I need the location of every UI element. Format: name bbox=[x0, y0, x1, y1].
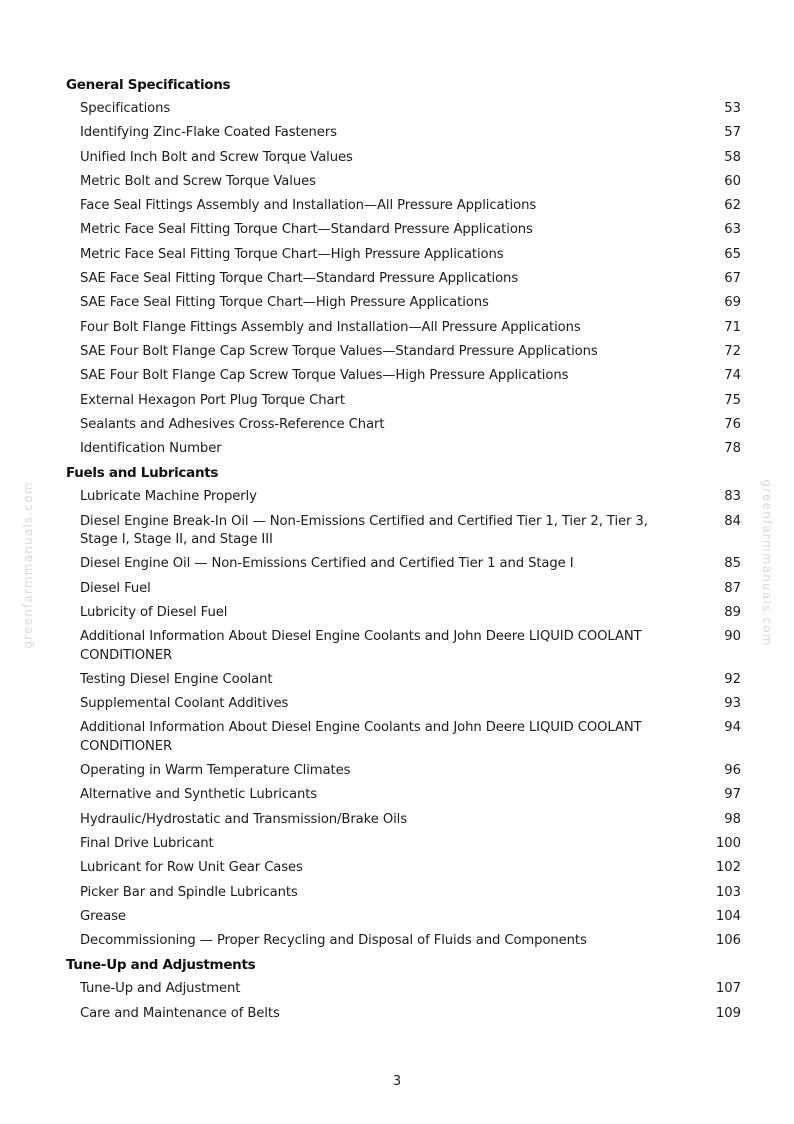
toc-entry[interactable] bbox=[80, 367, 756, 385]
toc-entry[interactable] bbox=[80, 343, 756, 361]
toc-entry-page: 92 bbox=[724, 671, 741, 687]
toc-entry[interactable] bbox=[80, 671, 756, 689]
toc-entry-title[interactable]: Diesel Engine Break-In Oil — Non-Emissions Certified and Certified Tier 1, Tier 2, Tier 3, Stage I, Stage II, and Stage III bbox=[80, 513, 648, 548]
toc-entry-page: 89 bbox=[724, 604, 741, 620]
toc-entry-page: 107 bbox=[715, 981, 741, 997]
toc-entry-title[interactable]: Metric Face Seal Fitting Torque Chart—High Pressure Applications bbox=[80, 246, 504, 262]
toc-entry-title[interactable]: Decommissioning — Proper Recycling and Disposal of Fluids and Components bbox=[80, 933, 587, 949]
toc-entry-title[interactable]: Metric Face Seal Fitting Torque Chart—Standard Pressure Applications bbox=[80, 222, 533, 238]
toc-entry[interactable] bbox=[80, 786, 756, 804]
toc-entry[interactable] bbox=[80, 859, 756, 877]
toc-entry-title[interactable]: Grease bbox=[80, 908, 126, 924]
toc-entry-page: 84 bbox=[724, 513, 741, 529]
toc-section-general-specifications bbox=[66, 76, 756, 458]
toc-entry-page: 98 bbox=[724, 811, 741, 827]
toc-entry-page: 97 bbox=[724, 787, 741, 803]
toc-entry-page: 106 bbox=[715, 933, 741, 949]
table-of-contents bbox=[66, 76, 756, 1029]
toc-entry-page: 62 bbox=[724, 198, 741, 214]
toc-entry-page: 75 bbox=[724, 392, 741, 408]
toc-entry-page: 71 bbox=[724, 319, 741, 335]
toc-entry-title[interactable]: SAE Four Bolt Flange Cap Screw Torque Values—High Pressure Applications bbox=[80, 368, 569, 384]
toc-entry[interactable] bbox=[80, 416, 756, 434]
toc-entry[interactable] bbox=[80, 294, 756, 312]
toc-entry[interactable] bbox=[80, 908, 756, 926]
toc-entry[interactable] bbox=[80, 762, 756, 780]
toc-entry-title[interactable]: Identifying Zinc-Flake Coated Fasteners bbox=[80, 125, 337, 141]
toc-entry[interactable] bbox=[80, 555, 756, 573]
toc-entry[interactable] bbox=[80, 811, 756, 829]
toc-entry-page: 69 bbox=[724, 295, 741, 311]
toc-entry-title[interactable]: Tune-Up and Adjustment bbox=[80, 981, 241, 997]
toc-entry-page: 72 bbox=[724, 343, 741, 359]
toc-entry-page: 85 bbox=[724, 556, 741, 572]
toc-entry-page: 109 bbox=[715, 1005, 741, 1021]
toc-entry-title[interactable]: Four Bolt Flange Fittings Assembly and Installation—All Pressure Applications bbox=[80, 319, 581, 335]
toc-entry-title[interactable]: Picker Bar and Spindle Lubricants bbox=[80, 884, 298, 900]
toc-entry-page: 58 bbox=[724, 149, 741, 165]
toc-entry-page: 83 bbox=[724, 489, 741, 505]
toc-entry-page: 102 bbox=[715, 860, 741, 876]
toc-entry[interactable] bbox=[80, 628, 756, 665]
toc-entry[interactable] bbox=[80, 513, 756, 550]
toc-entry-page: 96 bbox=[724, 763, 741, 779]
toc-entry-page: 74 bbox=[724, 368, 741, 384]
toc-entry[interactable] bbox=[80, 173, 756, 191]
toc-entry-page: 67 bbox=[724, 271, 741, 287]
toc-entry-title[interactable]: External Hexagon Port Plug Torque Chart bbox=[80, 392, 345, 408]
toc-entry-title[interactable]: Final Drive Lubricant bbox=[80, 835, 214, 851]
toc-entry-page: 104 bbox=[715, 908, 741, 924]
toc-entry-title[interactable]: Metric Bolt and Screw Torque Values bbox=[80, 173, 316, 189]
toc-entry-title[interactable]: Additional Information About Diesel Engine Coolants and John Deere LIQUID COOLANT CONDITIONER bbox=[80, 720, 642, 754]
toc-entry[interactable] bbox=[80, 884, 756, 902]
toc-entry[interactable] bbox=[80, 604, 756, 622]
toc-entry-page: 100 bbox=[715, 835, 741, 851]
toc-entry-title[interactable]: Hydraulic/Hydrostatic and Transmission/Brake Oils bbox=[80, 811, 408, 827]
toc-entry[interactable] bbox=[80, 580, 756, 598]
toc-entry[interactable] bbox=[80, 149, 756, 167]
toc-entry-title[interactable]: Unified Inch Bolt and Screw Torque Values bbox=[80, 149, 353, 165]
toc-entry-page: 76 bbox=[724, 416, 741, 432]
toc-entry-page: 53 bbox=[724, 101, 741, 116]
section-title: General Specifications bbox=[66, 77, 231, 93]
toc-entry-title[interactable]: Lubricant for Row Unit Gear Cases bbox=[80, 860, 303, 876]
toc-entry-title[interactable]: Care and Maintenance of Belts bbox=[80, 1005, 280, 1021]
section-title: Fuels and Lubricants bbox=[66, 465, 219, 482]
toc-entry-title[interactable]: Sealants and Adhesives Cross-Reference Chart bbox=[80, 416, 385, 432]
toc-entry-page: 63 bbox=[724, 222, 741, 238]
toc-entry[interactable] bbox=[80, 270, 756, 288]
toc-entry-title[interactable]: Additional Information About Diesel Engine Coolants and John Deere LIQUID COOLANT CONDITIONER bbox=[80, 629, 642, 663]
toc-entry-page: 90 bbox=[724, 629, 741, 645]
toc-entry-title[interactable]: Lubricity of Diesel Fuel bbox=[80, 604, 228, 620]
toc-entry[interactable] bbox=[80, 319, 756, 337]
toc-entry-page: 65 bbox=[724, 246, 741, 262]
toc-entry-title[interactable]: SAE Face Seal Fitting Torque Chart—High Pressure Applications bbox=[80, 295, 489, 311]
toc-entry[interactable] bbox=[80, 695, 756, 713]
toc-entry-page: 103 bbox=[715, 884, 741, 900]
toc-entry[interactable] bbox=[80, 246, 756, 264]
toc-entry[interactable] bbox=[80, 980, 756, 998]
toc-entry[interactable] bbox=[80, 100, 756, 118]
toc-section-fuels-and-lubricants bbox=[66, 464, 756, 950]
toc-entry-title[interactable]: Specifications bbox=[80, 101, 171, 116]
toc-entry-title[interactable]: Diesel Engine Oil — Non-Emissions Certified and Certified Tier 1 and Stage I bbox=[80, 556, 574, 572]
toc-entry-title[interactable]: Lubricate Machine Properly bbox=[80, 489, 257, 505]
toc-entry-title[interactable]: SAE Four Bolt Flange Cap Screw Torque Values—Standard Pressure Applications bbox=[80, 343, 598, 359]
watermark-right: greenfarmmanuals.com bbox=[760, 479, 774, 647]
toc-section-tune-up-and-adjustments bbox=[66, 956, 756, 1023]
toc-entry[interactable] bbox=[80, 392, 756, 410]
page-number: 3 bbox=[392, 1074, 402, 1089]
toc-entry-title[interactable]: Supplemental Coolant Additives bbox=[80, 696, 289, 712]
toc-entry-title[interactable]: Operating in Warm Temperature Climates bbox=[80, 763, 351, 779]
watermark-left: greenfarmmanuals.com bbox=[21, 481, 35, 649]
toc-entry-title[interactable]: Alternative and Synthetic Lubricants bbox=[80, 787, 318, 803]
toc-entry[interactable] bbox=[80, 719, 756, 756]
toc-entry[interactable] bbox=[80, 221, 756, 239]
toc-entry-page: 60 bbox=[724, 173, 741, 189]
toc-entry[interactable] bbox=[80, 835, 756, 853]
toc-entry[interactable] bbox=[80, 440, 756, 458]
toc-entry-title[interactable]: Diesel Fuel bbox=[80, 580, 151, 596]
toc-entry-title[interactable]: Face Seal Fittings Assembly and Installation—All Pressure Applications bbox=[80, 198, 537, 214]
toc-entry[interactable] bbox=[80, 1005, 756, 1023]
toc-entry-page: 93 bbox=[724, 696, 741, 712]
toc-entry-page: 78 bbox=[724, 441, 741, 457]
section-title: Tune-Up and Adjustments bbox=[66, 957, 256, 974]
toc-entry[interactable] bbox=[80, 124, 756, 142]
toc-entry-title[interactable]: SAE Face Seal Fitting Torque Chart—Standard Pressure Applications bbox=[80, 271, 519, 287]
toc-entry-page: 87 bbox=[724, 580, 741, 596]
toc-entry-title[interactable]: Testing Diesel Engine Coolant bbox=[80, 671, 273, 687]
toc-entry[interactable] bbox=[80, 488, 756, 506]
toc-entry-page: 94 bbox=[724, 720, 741, 736]
toc-entry-title[interactable]: Identification Number bbox=[80, 441, 222, 457]
toc-entry-page: 57 bbox=[724, 125, 741, 141]
toc-entry[interactable] bbox=[80, 932, 756, 950]
toc-entry[interactable] bbox=[80, 197, 756, 215]
